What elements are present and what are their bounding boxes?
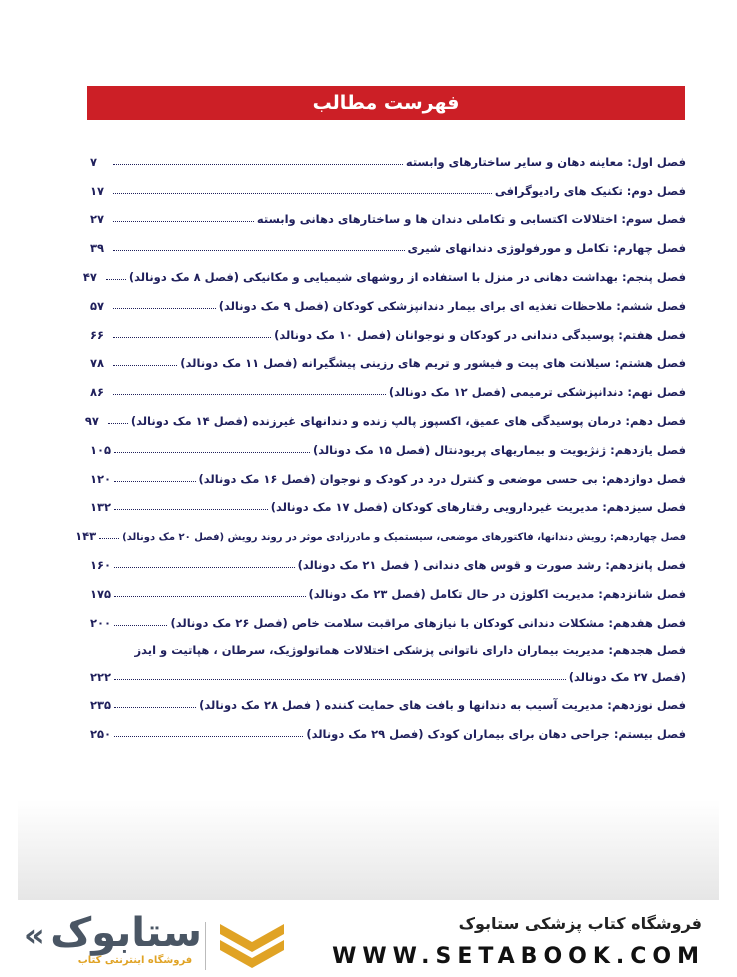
toc-entry-title: فصل سوم: اختلالات اکتسابی و تکاملی دندان ها و ساختارهای دهانی وابسته — [256, 212, 686, 227]
toc-entry-page: ۲۳۵ — [90, 698, 112, 713]
toc-leader-dots — [113, 337, 271, 338]
page-shadow — [18, 800, 719, 900]
toc-entry[interactable] — [75, 514, 686, 544]
store-url[interactable]: WWW.SETABOOK.COM — [332, 944, 705, 969]
toc-entry[interactable] — [90, 342, 686, 371]
toc-entry[interactable] — [90, 370, 686, 399]
setabook-chevron-logo-icon — [218, 920, 286, 972]
toc-entry[interactable] — [84, 399, 686, 428]
toc-entry[interactable] — [90, 140, 686, 169]
toc-entry-page: ۱۲۰ — [90, 471, 112, 486]
toc-leader-dots — [99, 538, 119, 539]
toc-entry[interactable] — [90, 543, 686, 572]
toc-entry[interactable] — [82, 255, 686, 284]
toc-entry-page: ۶۶ — [90, 327, 105, 342]
toc-entry-page: ۴۷ — [82, 269, 97, 284]
toc-entry-page: ۲۷ — [90, 212, 105, 227]
toc-entry-title: فصل هفدهم: مشکلات دندانی کودکان با نیازهای مراقبت سلامت خاص (فصل ۲۶ مک دونالد) — [170, 615, 686, 630]
double-chevron-icon: « — [24, 916, 45, 954]
toc-leader-dots — [114, 481, 195, 482]
toc-leader-dots — [114, 452, 310, 453]
toc-entry-title-cont: (فصل ۲۷ مک دونالد) — [568, 669, 686, 684]
toc-entry[interactable] — [90, 428, 686, 457]
toc-leader-dots — [108, 423, 128, 424]
toc-entry-title: فصل هجدهم: مدیریت بیماران دارای ناتوانی پزشکی اختلالات هماتولوژیک، سرطان ، هپاتیت و ایدز — [134, 642, 686, 657]
toc-entry[interactable] — [90, 284, 686, 313]
toc-entry-title: فصل چهارم: تکامل و مورفولوژی دندانهای شیری — [407, 241, 686, 256]
toc-entry[interactable] — [90, 226, 686, 255]
toc-leader-dots — [113, 250, 405, 251]
toc-entry[interactable] — [90, 712, 686, 741]
toc-entry-title: فصل اول: معاینه دهان و سایر ساختارهای وابسته — [405, 154, 686, 169]
toc-leader-dots — [113, 164, 403, 165]
toc-entry-page: ۲۲۲ — [90, 669, 112, 684]
toc-title-bar — [87, 86, 685, 120]
toc-entry-page: ۱۴۳ — [75, 529, 97, 544]
toc-entry-title: فصل ششم: ملاحظات تغذیه ای برای بیمار دندانپزشکی کودکان (فصل ۹ مک دونالد) — [218, 298, 686, 313]
toc-entry[interactable] — [90, 169, 686, 198]
toc-entry-title: فصل دوازدهم: بی حسی موضعی و کنترل درد در کودک و نوجوان (فصل ۱۶ مک دونالد) — [198, 471, 686, 486]
toc-entry-page: ۲۰۰ — [90, 615, 112, 630]
setabook-logo-text: ستابوک — [50, 910, 202, 956]
toc-entry[interactable] — [90, 572, 686, 601]
toc-entry-title: فصل دوم: تکنیک های رادیوگرافی — [494, 183, 686, 198]
toc-leader-dots — [114, 679, 566, 680]
toc-entry-title: فصل نوزدهم: مدیریت آسیب به دندانها و بافت های حمایت کننده ( فصل ۲۸ مک دونالد) — [199, 698, 686, 713]
toc-leader-dots — [113, 308, 216, 309]
toc-entry-page: ۷ — [90, 154, 98, 169]
toc-entry-multiline[interactable] — [90, 630, 686, 684]
toc-entry-title: فصل نهم: دندانپزشکی ترمیمی (فصل ۱۲ مک دونالد) — [388, 385, 686, 400]
logo-divider — [205, 922, 206, 970]
toc-leader-dots — [113, 365, 177, 366]
toc-entry-title: فصل بیستم: جراحی دهان برای بیماران کودک (فصل ۲۹ مک دونالد) — [306, 727, 686, 742]
toc-entry-page: ۲۵۰ — [90, 727, 112, 742]
toc-entry[interactable] — [90, 457, 686, 486]
toc-entry-title: فصل شانزدهم: مدیریت اکلوژن در حال تکامل (فصل ۲۳ مک دونالد) — [308, 586, 686, 601]
toc-entry-continuation — [90, 657, 686, 684]
toc-leader-dots — [114, 625, 167, 626]
toc-entry-page: ۱۳۲ — [90, 500, 112, 515]
toc-entry-title: فصل چهاردهم: رویش دندانها، فاکتورهای موضعی، سیستمیک و مادرزادی موثر در روند رویش (فصل ۲۰ مک دونالد) — [122, 532, 686, 544]
toc-entry[interactable] — [90, 198, 686, 227]
toc-entry-page: ۱۰۵ — [90, 442, 112, 457]
store-name: فروشگاه کتاب پزشکی ستابوک — [458, 914, 702, 933]
toc-leader-dots — [114, 509, 268, 510]
toc-entry-page: ۱۷۵ — [90, 586, 112, 601]
toc-leader-dots — [113, 394, 386, 395]
toc-entry-title: فصل دهم: درمان پوسیدگی های عمیق، اکسپوز پالپ زنده و دندانهای غیرزنده (فصل ۱۴ مک دونالد) — [130, 413, 686, 428]
toc-entry-page: ۱۷ — [90, 183, 105, 198]
toc-entry[interactable] — [90, 313, 686, 342]
toc-entry-page: ۷۸ — [90, 356, 105, 371]
toc-leader-dots — [114, 596, 305, 597]
toc-entry-title: فصل پانزدهم: رشد صورت و قوس های دندانی ( فصل ۲۱ مک دونالد) — [297, 557, 686, 572]
toc-entry-page: ۹۷ — [84, 413, 99, 428]
toc-entry-page: ۸۶ — [90, 385, 105, 400]
toc-entry[interactable] — [90, 486, 686, 515]
toc-entry-title: فصل یازدهم: ژنژیویت و بیماریهای پریودنتال (فصل ۱۵ مک دونالد) — [312, 442, 686, 457]
toc-entry-title: فصل سیزدهم: مدیریت غیردارویی رفتارهای کودکان (فصل ۱۷ مک دونالد) — [270, 500, 686, 515]
toc-entry-page: ۳۹ — [90, 241, 105, 256]
toc-leader-dots — [113, 221, 254, 222]
toc-leader-dots — [113, 193, 492, 194]
toc-entry-title: فصل هفتم: پوسیدگی دندانی در کودکان و نوجوانان (فصل ۱۰ مک دونالد) — [274, 327, 686, 342]
toc-entry-title: فصل پنجم: بهداشت دهانی در منزل با استفاده از روشهای شیمیایی و مکانیکی (فصل ۸ مک دونالد) — [128, 269, 686, 284]
setabook-logo-subtitle: فروشگاه اینترنتی کتاب — [77, 955, 193, 966]
toc-leader-dots — [106, 279, 126, 280]
toc-entry-title: فصل هشتم: سیلانت های پیت و فیشور و تریم های رزینی پیشگیرانه (فصل ۱۱ مک دونالد) — [180, 356, 686, 371]
toc-title: فهرست مطالب — [312, 92, 460, 114]
toc-entry[interactable] — [90, 684, 686, 713]
toc-entry-page: ۱۶۰ — [90, 557, 112, 572]
toc-leader-dots — [114, 567, 295, 568]
toc-entry[interactable] — [90, 601, 686, 630]
toc-leader-dots — [114, 736, 303, 737]
toc-entry-page: ۵۷ — [90, 298, 105, 313]
toc-list — [75, 140, 686, 742]
toc-leader-dots — [114, 707, 196, 708]
